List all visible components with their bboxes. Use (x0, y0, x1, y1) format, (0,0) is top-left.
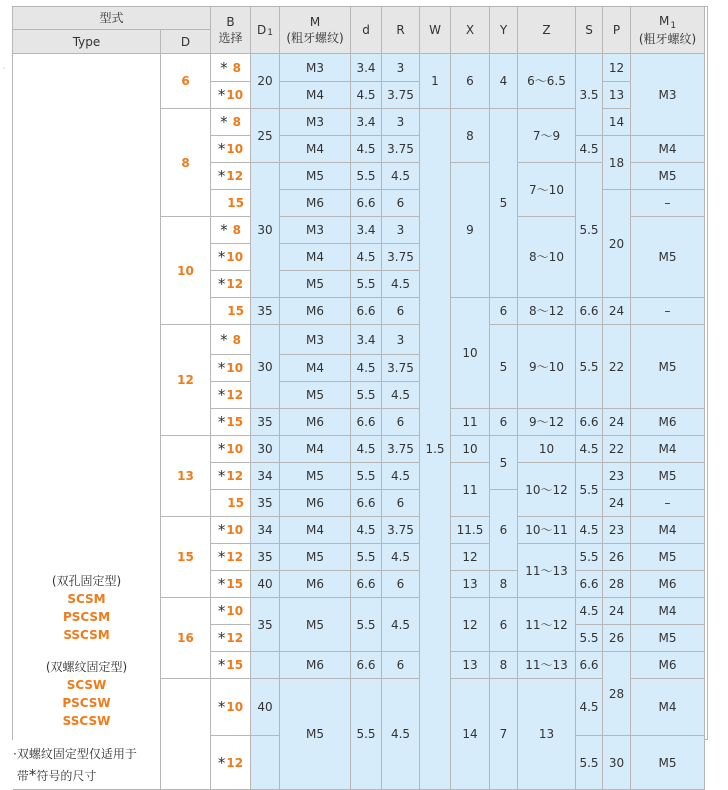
d-small-cell: 6.6 (351, 571, 382, 598)
p-cell: 18 (603, 136, 631, 190)
b-cell: 15 (211, 190, 251, 217)
s-cell: 6.6 (576, 298, 603, 325)
b-cell: * 10 (211, 517, 251, 544)
x-cell: 10 (451, 436, 490, 463)
header-d1 (251, 7, 280, 54)
header-s: S (576, 7, 603, 54)
x-cell: 11 (451, 409, 490, 436)
r-cell: 6 (382, 652, 420, 679)
b-cell: * 10 (211, 436, 251, 463)
d-small-cell: 4.5 (351, 244, 382, 271)
type-value: SCSW (66, 678, 107, 692)
m-cell: M5 (280, 598, 351, 652)
m1-cell: M5 (631, 217, 705, 298)
x-cell: 14 (451, 679, 490, 790)
p-cell: 24 (603, 409, 631, 436)
star-icon: * (217, 167, 226, 185)
y-cell: 8 (490, 571, 518, 598)
s-cell: 5.5 (576, 544, 603, 571)
star-icon: * (217, 275, 226, 293)
r-cell: 3 (382, 325, 420, 355)
z-cell: 8～12 (518, 298, 576, 325)
star-icon: * (220, 221, 228, 239)
d-small-cell: 6.6 (351, 490, 382, 517)
p-cell: 13 (603, 82, 631, 109)
b-cell: * 15 (211, 409, 251, 436)
type-group-two-thread (13, 658, 160, 730)
y-cell: 5 (490, 325, 518, 409)
d-small-cell: 4.5 (351, 82, 382, 109)
p-cell: 26 (603, 544, 631, 571)
d-cell: 12 (161, 325, 211, 436)
m-cell: M6 (280, 409, 351, 436)
b-cell: 15 (211, 490, 251, 517)
d-cell: 15 (161, 517, 211, 598)
star-icon: * (217, 440, 226, 458)
star-icon: * (217, 656, 226, 674)
z-cell: 7～9 (518, 109, 576, 163)
z-cell: 8～10 (518, 217, 576, 298)
s-cell: 6.6 (576, 652, 603, 679)
footnote-line-2: 带*符号的尺寸 (16, 766, 97, 784)
type-cell (13, 54, 161, 790)
header-m1-bottom: (粗牙螺纹) (638, 32, 697, 46)
header-x: X (451, 7, 490, 54)
header-m1 (631, 7, 705, 54)
d1-cell: 20 (251, 54, 280, 109)
b-cell: * 15 (211, 652, 251, 679)
m1-cell: M6 (631, 409, 705, 436)
b-cell: * 12 (211, 163, 251, 190)
z-cell: 7～10 (518, 163, 576, 217)
y-cell: 6 (490, 298, 518, 325)
m-cell: M6 (280, 571, 351, 598)
header-m1-sub: 1 (670, 21, 677, 31)
d-cell-empty (161, 679, 211, 790)
r-cell: 6 (382, 409, 420, 436)
m-cell: M5 (280, 271, 351, 298)
d-cell: 8 (161, 109, 211, 217)
p-cell: 30 (603, 736, 631, 790)
p-cell: 24 (603, 598, 631, 625)
p-cell: 20 (603, 190, 631, 298)
m-cell: M5 (280, 679, 351, 790)
d-small-cell: 5.5 (351, 598, 382, 652)
d1-cell: 35 (251, 544, 280, 571)
b-cell: * 8 (211, 325, 251, 355)
r-cell: 4.5 (382, 382, 420, 409)
d-small-cell: 6.6 (351, 190, 382, 217)
m-cell: M3 (280, 325, 351, 355)
r-cell: 6 (382, 298, 420, 325)
b-cell: * 12 (211, 736, 251, 790)
d1-cell: 30 (251, 163, 280, 298)
m1-cell: M4 (631, 598, 705, 625)
z-cell: 9～10 (518, 325, 576, 409)
r-cell: 4.5 (382, 463, 420, 490)
r-cell: 3.75 (382, 244, 420, 271)
y-cell: 6 (490, 490, 518, 571)
z-cell: 11～13 (518, 652, 576, 679)
m-cell: M3 (280, 217, 351, 244)
type-group-two-hole (13, 572, 160, 644)
m-cell: M4 (280, 517, 351, 544)
b-cell: * 10 (211, 355, 251, 382)
m-cell: M6 (280, 298, 351, 325)
footnote-line-1: ·双螺纹固定型仅适用于 (13, 747, 137, 761)
p-cell: 24 (603, 490, 631, 517)
s-cell: 6.6 (576, 571, 603, 598)
star-icon: * (217, 248, 226, 266)
d-small-cell: 5.5 (351, 544, 382, 571)
d1-cell: 25 (251, 109, 280, 163)
s-cell: 4.5 (576, 436, 603, 463)
star-icon: * (217, 86, 226, 104)
m1-cell: M5 (631, 163, 705, 190)
d-small-cell: 6.6 (351, 652, 382, 679)
star-icon: * (217, 359, 226, 377)
b-cell: * 10 (211, 136, 251, 163)
star-icon: * (220, 330, 228, 349)
p-cell: 14 (603, 109, 631, 136)
b-cell: 15 (211, 298, 251, 325)
d1-cell: 35 (251, 490, 280, 517)
r-cell: 6 (382, 490, 420, 517)
b-cell: * 12 (211, 544, 251, 571)
x-cell: 12 (451, 598, 490, 652)
b-cell: * 10 (211, 598, 251, 625)
header-p: P (603, 7, 631, 54)
d-small-cell: 5.5 (351, 271, 382, 298)
header-b-top: B (226, 15, 235, 29)
m-cell: M6 (280, 652, 351, 679)
star-icon: * (217, 602, 226, 620)
b-cell: * 10 (211, 679, 251, 736)
d-small-cell: 3.4 (351, 217, 382, 244)
s-cell: 4.5 (576, 136, 603, 163)
m-cell: M4 (280, 136, 351, 163)
r-cell: 3.75 (382, 136, 420, 163)
d-small-cell: 4.5 (351, 436, 382, 463)
m-cell: M5 (280, 463, 351, 490)
m-cell: M5 (280, 163, 351, 190)
m1-cell: M5 (631, 544, 705, 571)
r-cell: 3.75 (382, 82, 420, 109)
m-cell: M3 (280, 109, 351, 136)
d1-cell: 40 (251, 679, 280, 736)
d-small-cell: 5.5 (351, 163, 382, 190)
b-cell: * 8 (211, 54, 251, 82)
s-cell: 5.5 (576, 463, 603, 517)
star-icon: * (217, 629, 226, 647)
header-m1-main: M (658, 14, 670, 28)
m1-cell: M4 (631, 436, 705, 463)
m-cell: M3 (280, 54, 351, 82)
d-small-cell: 4.5 (351, 517, 382, 544)
d-small-cell: 5.5 (351, 679, 382, 790)
s-cell: 4.5 (576, 517, 603, 544)
x-cell: 12 (451, 544, 490, 571)
r-cell: 6 (382, 571, 420, 598)
d-small-cell: 6.6 (351, 298, 382, 325)
m1-cell: M5 (631, 736, 705, 790)
s-cell: 5.5 (576, 325, 603, 409)
s-cell: 5.5 (576, 163, 603, 298)
header-w: W (420, 7, 451, 54)
type-value: PSCSW (62, 696, 111, 710)
m1-cell: – (631, 490, 705, 517)
p-cell: 23 (603, 463, 631, 490)
b-cell: * 12 (211, 382, 251, 409)
b-cell: * 10 (211, 244, 251, 271)
r-cell: 6 (382, 190, 420, 217)
d-small-cell: 3.4 (351, 325, 382, 355)
header-d1-main: D (257, 23, 267, 37)
m-cell: M5 (280, 382, 351, 409)
header-type-group: 型式 (13, 7, 211, 30)
w-cell: 1.5 (420, 109, 451, 790)
r-cell: 4.5 (382, 163, 420, 190)
r-cell: 4.5 (382, 598, 420, 652)
d-small-cell: 6.6 (351, 409, 382, 436)
y-cell: 6 (490, 598, 518, 652)
d1-cell-empty (251, 736, 280, 790)
header-m-top: M (309, 15, 321, 29)
star-icon: * (220, 113, 228, 131)
s-cell: 5.5 (576, 625, 603, 652)
p-cell: 12 (603, 54, 631, 82)
m1-cell: M4 (631, 136, 705, 163)
s-cell: 4.5 (576, 679, 603, 736)
m-cell: M4 (280, 244, 351, 271)
b-cell: * 8 (211, 217, 251, 244)
star-icon: * (217, 140, 226, 158)
b-cell: * 12 (211, 463, 251, 490)
x-cell: 6 (451, 54, 490, 109)
header-m-bottom: (粗牙螺纹) (286, 31, 344, 45)
r-cell: 4.5 (382, 271, 420, 298)
z-cell: 9～12 (518, 409, 576, 436)
star-icon: * (217, 753, 226, 772)
p-cell: 28 (603, 571, 631, 598)
header-z: Z (518, 7, 576, 54)
edge-marker: ◦ (2, 65, 7, 73)
x-cell: 13 (451, 652, 490, 679)
header-b (211, 7, 251, 54)
type-group-label: (双螺纹固定型) (45, 660, 128, 674)
d-cell: 16 (161, 598, 211, 679)
d-small-cell: 5.5 (351, 382, 382, 409)
m1-cell: M3 (631, 54, 705, 136)
star-icon: * (217, 413, 226, 431)
y-cell: 7 (490, 679, 518, 790)
header-m (280, 7, 351, 54)
header-type: Type (13, 30, 161, 54)
header-d: D (161, 30, 211, 54)
p-cell: 28 (603, 652, 631, 736)
z-cell: 10 (518, 436, 576, 463)
p-cell: 26 (603, 625, 631, 652)
y-cell: 6 (490, 409, 518, 436)
z-cell: 11～13 (518, 544, 576, 598)
m1-cell: M5 (631, 463, 705, 490)
p-cell: 23 (603, 517, 631, 544)
r-cell: 4.5 (382, 679, 420, 790)
b-cell: * 15 (211, 571, 251, 598)
b-cell: * 12 (211, 625, 251, 652)
type-group-label: (双孔固定型) (51, 574, 122, 588)
d1-cell: 35 (251, 409, 280, 436)
footnote (13, 744, 160, 787)
x-cell: 11.5 (451, 517, 490, 544)
d1-cell: 40 (251, 571, 280, 598)
type-value: PSCSM (62, 610, 111, 624)
b-cell: * 10 (211, 82, 251, 109)
m1-cell: M5 (631, 625, 705, 652)
type-value: SCSM (67, 592, 106, 606)
x-cell: 10 (451, 298, 490, 409)
star-icon: * (217, 698, 226, 716)
d1-cell: 34 (251, 517, 280, 544)
star-icon: * (220, 58, 228, 77)
m-cell: M6 (280, 490, 351, 517)
r-cell: 3.75 (382, 517, 420, 544)
s-cell: 4.5 (576, 598, 603, 625)
r-cell: 3.75 (382, 355, 420, 382)
header-d1-sub: 1 (267, 28, 273, 38)
z-cell: 11～12 (518, 598, 576, 652)
d-small-cell: 5.5 (351, 463, 382, 490)
star-icon: * (217, 575, 226, 593)
d1-cell: 30 (251, 325, 280, 409)
m-cell: M6 (280, 190, 351, 217)
d1-cell-empty (251, 652, 280, 679)
z-cell: 6～6.5 (518, 54, 576, 109)
d-small-cell: 4.5 (351, 136, 382, 163)
m1-cell: M6 (631, 571, 705, 598)
star-icon: * (217, 467, 226, 485)
p-cell: 22 (603, 325, 631, 409)
d1-cell: 34 (251, 463, 280, 490)
m-cell: M4 (280, 82, 351, 109)
p-cell: 24 (603, 298, 631, 325)
x-cell: 11 (451, 463, 490, 517)
m1-cell: M6 (631, 652, 705, 679)
header-r: R (382, 7, 420, 54)
d-small-cell: 3.4 (351, 109, 382, 136)
d-small-cell: 4.5 (351, 355, 382, 382)
m1-cell: M5 (631, 325, 705, 409)
d-small-cell: 3.4 (351, 54, 382, 82)
s-cell: 5.5 (576, 736, 603, 790)
y-cell: 8 (490, 652, 518, 679)
z-cell: 10～12 (518, 463, 576, 517)
x-cell: 9 (451, 163, 490, 298)
m-cell: M5 (280, 544, 351, 571)
y-cell: 5 (490, 109, 518, 298)
r-cell: 3.75 (382, 436, 420, 463)
m1-cell: – (631, 298, 705, 325)
x-cell: 8 (451, 109, 490, 163)
star-icon: * (28, 766, 37, 784)
m-cell: M4 (280, 436, 351, 463)
z-cell: 13 (518, 679, 576, 790)
r-cell: 3 (382, 109, 420, 136)
star-icon: * (217, 548, 226, 566)
z-cell: 10～11 (518, 517, 576, 544)
header-y: Y (490, 7, 518, 54)
header-d-small: d (351, 7, 382, 54)
p-cell: 22 (603, 436, 631, 463)
w-cell: 1 (420, 54, 451, 109)
d1-cell: 30 (251, 436, 280, 463)
type-value: SSCSM (63, 628, 110, 642)
s-cell: 6.6 (576, 409, 603, 436)
y-cell: 4 (490, 54, 518, 109)
spec-table (12, 6, 708, 784)
m-cell: M4 (280, 355, 351, 382)
r-cell: 4.5 (382, 544, 420, 571)
x-cell: 13 (451, 571, 490, 598)
d-cell: 13 (161, 436, 211, 517)
star-icon: * (217, 521, 226, 539)
r-cell: 3 (382, 217, 420, 244)
b-cell: * 12 (211, 271, 251, 298)
r-cell: 3 (382, 54, 420, 82)
d-cell: 10 (161, 217, 211, 325)
m1-cell: M4 (631, 679, 705, 736)
b-cell: * 8 (211, 109, 251, 136)
star-icon: * (217, 386, 226, 404)
d1-cell: 35 (251, 598, 280, 652)
d-cell: 6 (161, 54, 211, 109)
m1-cell: – (631, 190, 705, 217)
y-cell: 5 (490, 436, 518, 490)
s-cell: 3.5 (576, 54, 603, 136)
d1-cell: 35 (251, 298, 280, 325)
m1-cell: M4 (631, 517, 705, 544)
header-b-bottom: 选择 (218, 31, 243, 45)
type-value: SSCSW (62, 714, 111, 728)
